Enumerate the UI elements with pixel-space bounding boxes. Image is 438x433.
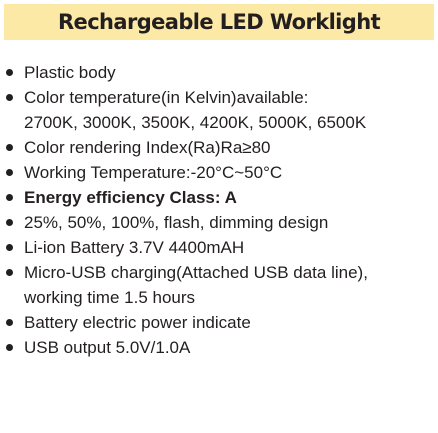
spec-text [24,210,438,235]
title-banner [4,4,434,40]
bullet-icon [6,269,13,276]
spec-text [24,185,438,210]
spec-text [24,85,438,135]
spec-text [24,135,438,160]
bullet-icon [6,344,13,351]
spec-text [24,335,438,360]
spec-item [0,185,438,210]
bullet-icon [6,319,13,326]
spec-item [0,335,438,360]
spec-item [0,60,438,85]
spec-line: Li-ion Battery 3.7V 4400mAH [24,238,245,257]
spec-item [0,235,438,260]
spec-text [24,235,438,260]
spec-line: 2700K, 3000K, 3500K, 4200K, 5000K, 6500K [24,113,367,132]
bullet-icon [6,194,13,201]
bullet-icon [6,244,13,251]
spec-item [0,260,438,310]
bullet-icon [6,144,13,151]
spec-line: USB output 5.0V/1.0A [24,338,191,357]
spec-line: Battery electric power indicate [24,313,251,332]
spec-text [24,160,438,185]
spec-item [0,135,438,160]
bullet-icon [6,169,13,176]
spec-list [0,60,438,360]
spec-line: Micro-USB charging(Attached USB data line), [24,263,368,282]
spec-item [0,85,438,135]
spec-item [0,210,438,235]
spec-line: Color rendering Index(Ra)Ra≥80 [24,138,271,157]
spec-line: Plastic body [24,63,116,82]
spec-text [24,310,438,335]
spec-line: Color temperature(in Kelvin)available: [24,88,309,107]
spec-line: Working Temperature:-20°C~50°C [24,163,283,182]
spec-line: working time 1.5 hours [24,288,196,307]
spec-item [0,160,438,185]
banner-title: Rechargeable LED Worklight [57,10,381,34]
spec-line: Energy efficiency Class: A [24,188,237,207]
spec-text [24,60,438,85]
spec-item [0,310,438,335]
bullet-icon [6,69,13,76]
bullet-icon [6,94,13,101]
bullet-icon [6,219,13,226]
spec-text [24,260,438,310]
spec-line: 25%, 50%, 100%, flash, dimming design [24,213,329,232]
